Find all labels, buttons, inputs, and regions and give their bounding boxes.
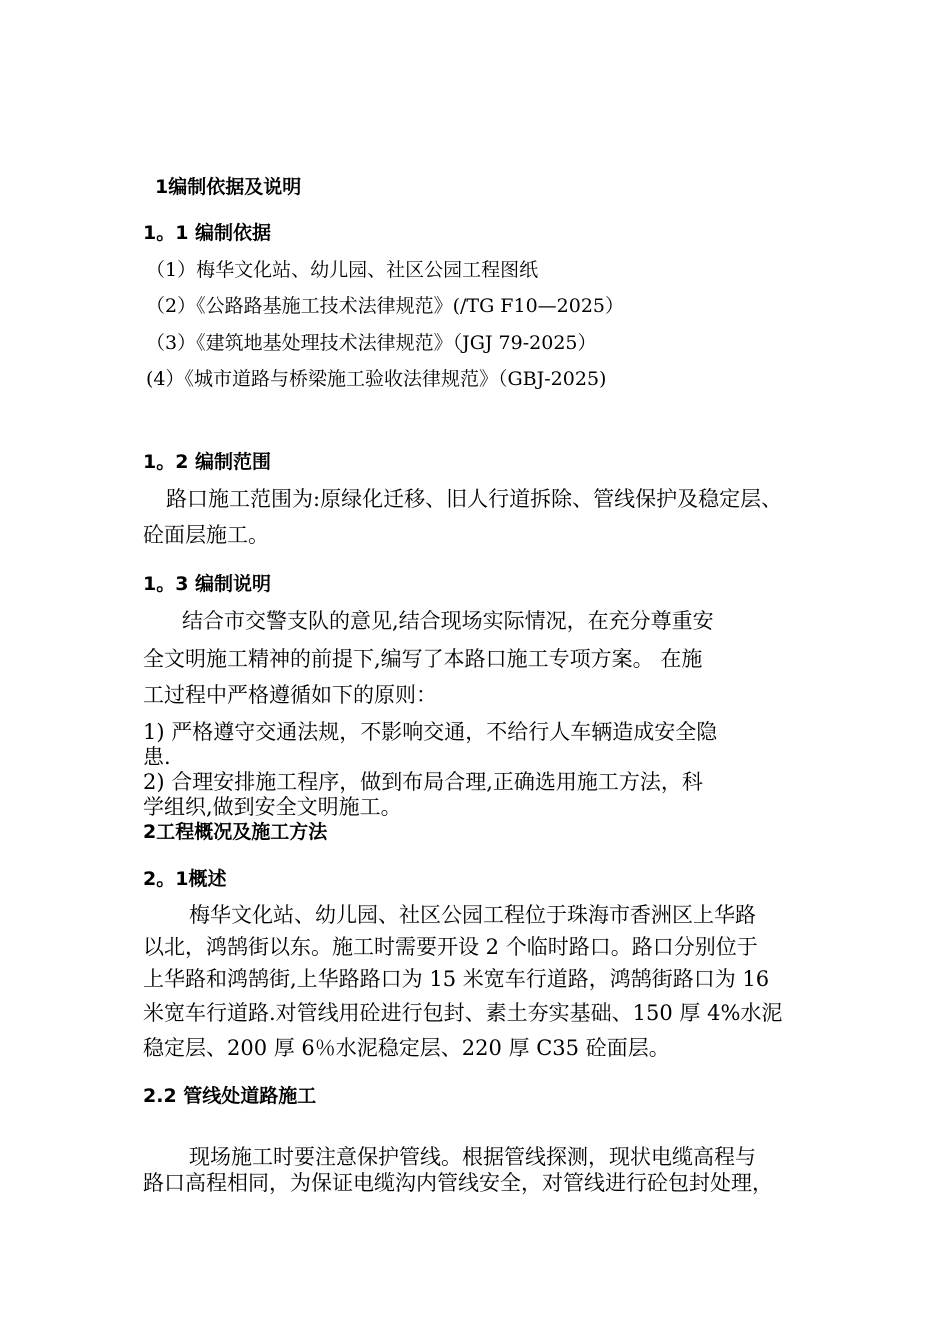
pipeline-line-2: 路口高程相同，为保证电缆沟内管线安全，对管线进行砼包封处理， xyxy=(143,1171,773,1195)
overview-line-2: 以北，鸿鹄街以东。施工时需要开设 2 个临时路口。路口分别位于 xyxy=(143,935,758,959)
desc-line-1: 结合市交警支队的意见,结合现场实际情况，在充分尊重安 xyxy=(182,609,714,633)
heading-1: 1编制依据及说明 xyxy=(155,176,302,198)
overview-line-4: 米宽车行道路.对管线用砼进行包封、素土夯实基础、150 厚 4%水泥 xyxy=(143,1001,783,1025)
basis-item-4: (4）《城市道路与桥梁施工验收法律规范》（GBJ-2025) xyxy=(146,368,607,390)
heading-1-3: 1。3 编制说明 xyxy=(143,573,272,595)
pipeline-line-1: 现场施工时要注意保护管线。根据管线探测，现状电缆高程与 xyxy=(189,1145,756,1169)
heading-2-1: 2。1概述 xyxy=(143,868,227,890)
overview-line-5: 稳定层、200 厚 6％水泥稳定层、220 厚 C35 砼面层。 xyxy=(143,1036,670,1060)
scope-line-1: 路口施工范围为:原绿化迁移、旧人行道拆除、管线保护及稳定层、 xyxy=(166,487,783,511)
heading-2-2: 2.2 管线处道路施工 xyxy=(143,1085,317,1107)
principle-2-line-1: 2) 合理安排施工程序，做到布局合理,正确选用施工方法，科 xyxy=(143,770,703,794)
heading-2: 2工程概况及施工方法 xyxy=(143,821,328,843)
desc-line-3: 工过程中严格遵循如下的原则： xyxy=(143,683,437,707)
principle-1-line-1: 1) 严格遵守交通法规，不影响交通，不给行人车辆造成安全隐 xyxy=(143,720,718,744)
principle-1-line-2: 患. xyxy=(143,745,171,769)
basis-item-3: （3）《建筑地基处理技术法律规范》（JGJ 79-2025） xyxy=(146,332,597,354)
desc-line-2: 全文明施工精神的前提下,编写了本路口施工专项方案。 在施 xyxy=(143,647,703,671)
overview-line-3: 上华路和鸿鹄街,上华路路口为 15 米宽车行道路，鸿鹄街路口为 16 xyxy=(143,967,770,991)
heading-1-1: 1。1 编制依据 xyxy=(143,222,272,244)
basis-item-1: （1）梅华文化站、幼儿园、社区公园工程图纸 xyxy=(146,259,539,281)
basis-item-2: （2）《公路路基施工技术法律规范》(/TG F10—2025） xyxy=(146,295,625,317)
scope-line-2: 砼面层施工。 xyxy=(143,523,269,547)
overview-line-1: 梅华文化站、幼儿园、社区公园工程位于珠海市香洲区上华路 xyxy=(189,903,756,927)
principle-2-line-2: 学组织,做到安全文明施工。 xyxy=(143,795,402,819)
heading-1-2: 1。2 编制范围 xyxy=(143,451,272,473)
